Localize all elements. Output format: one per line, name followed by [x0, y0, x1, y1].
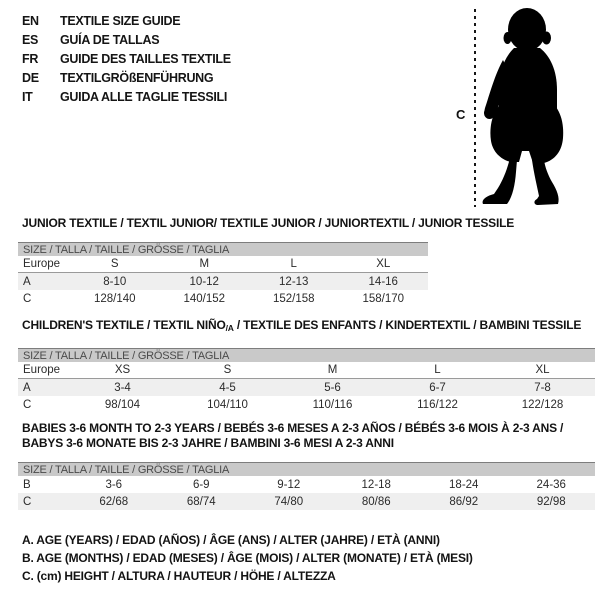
language-code: IT [22, 89, 33, 104]
language-label: GUÍA DE TALLAS [60, 32, 160, 47]
language-row [22, 11, 231, 30]
footnote-line: C. (cm) HEIGHT / ALTURA / HAUTEUR / HÖHE / ALTEZZA [22, 569, 336, 583]
language-label: GUIDE DES TAILLES TEXTILE [60, 51, 231, 66]
footnote-line: A. AGE (YEARS) / EDAD (AÑOS) / ÂGE (ANS) / ALTER (JAHRE) / ETÀ (ANNI) [22, 533, 440, 547]
row-label: A [23, 381, 31, 394]
table-cell: 116/122 [417, 398, 458, 411]
table-cell: 140/152 [183, 292, 226, 305]
table-title [18, 318, 595, 336]
table-cell: 86/92 [449, 495, 479, 508]
table-row [18, 476, 595, 493]
height-measure-figure [450, 6, 596, 212]
row-label: Europe [23, 364, 61, 376]
language-code: FR [22, 51, 39, 66]
table-row [18, 379, 595, 396]
table-title-text: BABYS 3-6 MONATE BIS 2-3 JAHRE / BAMBINI 3-6 MESI A 2-3 ANNI [22, 436, 394, 450]
table-cell: 152/158 [272, 292, 315, 305]
table-cell: 74/80 [274, 495, 304, 508]
table-cell: L [434, 364, 441, 376]
table-cell: XS [114, 364, 131, 376]
row-label: Europe [23, 258, 61, 270]
language-code: EN [22, 13, 39, 28]
table-cell: 128/140 [93, 292, 136, 305]
size-header-bar: SIZE / TALLA / TAILLE / GRÖSSE / TAGLIA [18, 242, 428, 256]
table-row [18, 256, 428, 273]
table-row [18, 362, 595, 379]
table-cell: 9-12 [277, 478, 301, 491]
language-code: DE [22, 70, 39, 85]
table-cell: 122/128 [521, 398, 564, 411]
table-cell: XL [535, 364, 550, 376]
table-title [18, 216, 515, 231]
language-row [22, 49, 231, 68]
table-title-text: CHILDREN'S TEXTILE / TEXTIL NIÑO [22, 318, 226, 332]
table-cell: 18-24 [449, 478, 479, 491]
row-label: C [23, 398, 32, 411]
language-row [22, 30, 231, 49]
table-row [18, 273, 428, 290]
language-label: TEXTILGRÖßENFÜHRUNG [60, 70, 214, 85]
row-label: B [23, 478, 31, 491]
table-cell: 4-5 [219, 381, 236, 394]
language-row [22, 68, 231, 87]
height-dashed-line [474, 9, 476, 207]
table-cell: S [110, 258, 119, 270]
footnote-list [22, 533, 473, 587]
language-code: ES [22, 32, 39, 47]
table-cell: 6-7 [429, 381, 446, 394]
size-table-section-babies [18, 421, 595, 510]
size-table-section-children [18, 318, 595, 413]
table-row [18, 290, 428, 307]
baby-silhouette-icon [480, 8, 576, 206]
table-cell: M [327, 364, 338, 376]
table-cell: 8-10 [103, 275, 127, 288]
table-row [18, 493, 595, 510]
table-cell: 14-16 [368, 275, 398, 288]
language-list [22, 11, 231, 106]
size-table-section-junior [18, 216, 515, 307]
table-title-text: /A [225, 323, 234, 333]
table-cell: 98/104 [104, 398, 141, 411]
table-cell: S [223, 364, 232, 376]
table-cell: L [290, 258, 297, 270]
table-cell: 104/110 [207, 398, 248, 411]
table-cell: XL [376, 258, 391, 270]
table-title-text: BABIES 3-6 MONTH TO 2-3 YEARS / BEBÉS 3-6 MESES A 2-3 AÑOS / BÉBÉS 3-6 MOIS À 2-3 ANS / [22, 421, 564, 435]
row-label: C [23, 495, 32, 508]
footnote-line: B. AGE (MONTHS) / EDAD (MESES) / ÂGE (MOIS) / ALTER (MONATE) / ETÀ (MESI) [22, 551, 473, 565]
table-cell: 3-6 [105, 478, 123, 491]
language-row [22, 87, 231, 106]
table-title-line [22, 216, 515, 231]
table-cell: 24-36 [536, 478, 566, 491]
table-cell: 110/116 [312, 398, 353, 411]
table-title-line [22, 318, 595, 336]
table-title [18, 421, 595, 451]
size-header-bar: SIZE / TALLA / TAILLE / GRÖSSE / TAGLIA [18, 348, 595, 362]
row-label: A [23, 275, 31, 288]
table-cell: 158/170 [362, 292, 405, 305]
table-cell: 12-18 [361, 478, 391, 491]
table-cell: 80/86 [361, 495, 391, 508]
table-title-line [22, 421, 595, 436]
table-cell: 62/68 [99, 495, 129, 508]
size-header-bar: SIZE / TALLA / TAILLE / GRÖSSE / TAGLIA [18, 462, 595, 476]
table-cell: M [199, 258, 210, 270]
language-label: GUIDA ALLE TAGLIE TESSILI [60, 89, 228, 104]
row-label: C [23, 292, 32, 305]
table-row [18, 396, 595, 413]
table-title-text: / TEXTILE DES ENFANTS / KINDERTEXTIL / BAMBINI TESSILE [233, 318, 582, 332]
table-cell: 6-9 [192, 478, 210, 491]
table-title-line [22, 436, 595, 451]
table-cell: 68/74 [186, 495, 216, 508]
table-cell: 7-8 [534, 381, 551, 394]
height-measure-label: C [456, 107, 466, 122]
table-cell: 12-13 [279, 275, 309, 288]
table-cell: 3-4 [114, 381, 131, 394]
language-label: TEXTILE SIZE GUIDE [60, 13, 181, 28]
table-title-text: JUNIOR TEXTILE / TEXTIL JUNIOR/ TEXTILE JUNIOR / JUNIORTEXTIL / JUNIOR TESSILE [22, 216, 515, 230]
table-cell: 10-12 [189, 275, 219, 288]
table-cell: 5-6 [324, 381, 341, 394]
table-cell: 92/98 [536, 495, 566, 508]
